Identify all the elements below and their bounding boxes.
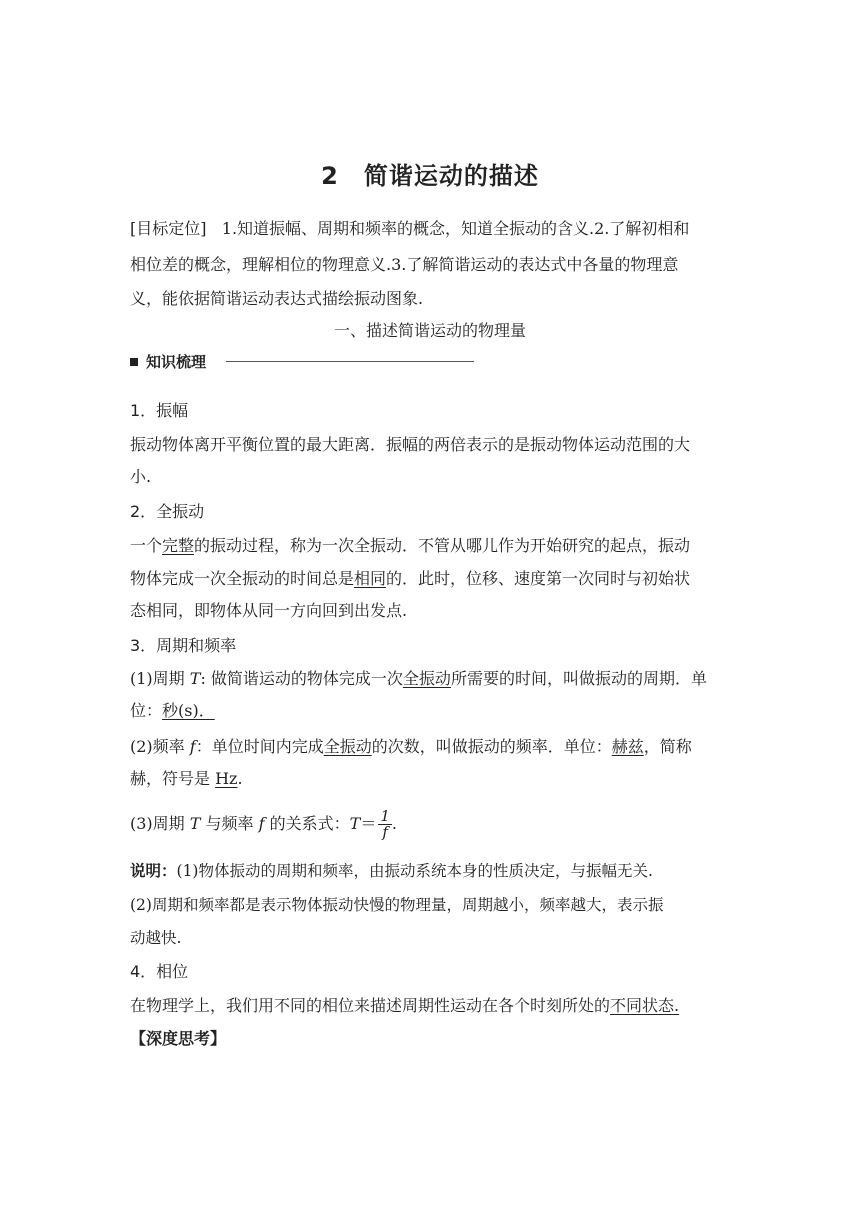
item3-frequency-line-2 [130, 768, 730, 790]
fraction-numerator: 1 [380, 807, 390, 825]
formula-equals: ＝ [360, 814, 377, 833]
item3-frequency-line-1 [130, 736, 730, 758]
period-text: 所需要的时间，叫做振动的周期．单 [450, 669, 707, 688]
symbol-f: f [258, 814, 265, 833]
note-line-1 [130, 860, 730, 882]
page-title: 2 简谐运动的描述 [321, 162, 539, 190]
item3-period-line-1 [130, 668, 730, 690]
deep-think-heading: 【深度思考】 [130, 1029, 227, 1048]
symbol-f: f [189, 737, 196, 756]
formula-T: T [349, 814, 361, 833]
knowledge-heading-text: 知识梳理 [146, 353, 207, 371]
frequency-text: 的次数，叫做振动的频率．单位： [371, 737, 612, 756]
item2-text: 的振动过程，称为一次全振动．不管从哪儿作为开始研究的起点，振动 [194, 536, 691, 555]
square-bullet-icon [130, 358, 138, 366]
relation-text: (3)周期 [130, 814, 190, 833]
formula-fraction [378, 809, 392, 840]
item1-line-2: 小. [130, 467, 152, 486]
objective-text-1: 1.知道振幅、周期和频率的概念，知道全振动的含义.2.了解初相和 [221, 219, 690, 238]
note-text-1: (1)物体振动的周期和频率，由振动系统本身的性质决定，与振幅无关. [176, 862, 653, 880]
item1-heading: 1．振幅 [130, 401, 189, 420]
objective-line-3: 义，能依据简谐运动表达式描绘振动图象. [130, 289, 424, 308]
objective-line-2: 相位差的概念，理解相位的物理意义.3.了解简谐运动的表达式中各量的物理意 [130, 255, 679, 274]
item4-heading: 4．相位 [130, 962, 189, 981]
blank-answer: 秒(s)． [162, 701, 215, 720]
item3-relation-line [130, 804, 730, 844]
relation-end: . [391, 814, 397, 833]
blank-answer: 全振动 [402, 669, 451, 688]
blank-answer: 赫兹 [611, 737, 644, 756]
item2-text: 物体完成一次全振动的时间总是 [130, 569, 355, 588]
item2-line-2 [130, 568, 730, 590]
knowledge-heading [130, 351, 730, 373]
period-text: (1)周期 [130, 669, 190, 688]
item4-line [130, 995, 730, 1017]
frequency-text: ：单位时间内完成 [195, 737, 324, 756]
item1-line-1: 振动物体离开平衡位置的最大距离．振幅的两倍表示的是振动物体运动范围的大 [130, 435, 691, 454]
note-label: 说明： [130, 862, 177, 880]
blank-answer: 不同状态. [610, 996, 680, 1015]
blank-answer: Hz [215, 769, 238, 788]
item2-line-3: 态相同，即物体从同一方向回到出发点. [130, 601, 408, 620]
item2-heading: 2．全振动 [130, 502, 205, 521]
item2-text: 的．此时，位移、速度第一次同时与初始状 [386, 569, 691, 588]
blank-answer: 相同 [354, 569, 387, 588]
frequency-text: . [237, 769, 243, 788]
frequency-text: ，简称 [643, 737, 692, 756]
objective-label: [目标定位] [130, 219, 207, 238]
note-line-3: 动越快. [130, 929, 182, 947]
blank-answer: 全振动 [323, 737, 372, 756]
item2-text: 一个 [130, 536, 163, 555]
item2-line-1 [130, 535, 730, 557]
item3-period-line-2 [130, 700, 730, 722]
period-text: 位： [130, 701, 163, 720]
fraction-denominator: f [382, 823, 388, 841]
symbol-T: T [189, 814, 201, 833]
heading-rule [226, 361, 474, 362]
item3-heading: 3．周期和频率 [130, 636, 237, 655]
item4-text: 在物理学上，我们用不同的相位来描述周期性运动在各个时刻所处的 [130, 996, 611, 1015]
note-line-2: (2)周期和频率都是表示物体振动快慢的物理量，周期越小，频率越大，表示振 [130, 896, 664, 914]
relation-text: 与频率 [200, 814, 259, 833]
symbol-T: T [189, 669, 201, 688]
frequency-text: (2)频率 [130, 737, 190, 756]
blank-answer: 完整 [162, 536, 195, 555]
objective-line-1 [130, 218, 730, 240]
period-text: : 做简谐运动的物体完成一次 [200, 669, 403, 688]
section-title: 一、描述简谐运动的物理量 [333, 321, 526, 340]
relation-text: 的关系式： [264, 814, 350, 833]
frequency-text: 赫，符号是 [130, 769, 216, 788]
